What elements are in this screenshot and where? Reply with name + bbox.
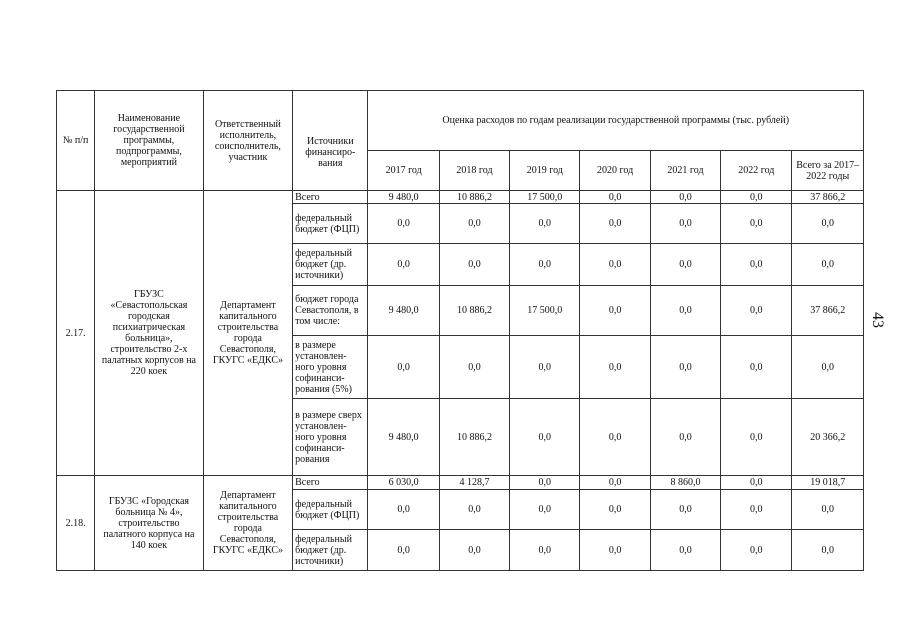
- section-number: 2.18.: [57, 476, 95, 571]
- value-cell: 0,0: [792, 204, 864, 244]
- year-2022: 2022 год: [721, 151, 792, 191]
- value-cell: 0,0: [792, 244, 864, 286]
- value-cell: 0,0: [721, 191, 792, 204]
- table-row: [57, 476, 864, 490]
- value-cell: 8 860,0: [650, 476, 720, 490]
- value-cell: 0,0: [439, 244, 509, 286]
- value-cell: 0,0: [510, 336, 580, 399]
- source-label: в размере сверх установлен-ного уровня софинанси-рования: [293, 399, 368, 476]
- value-cell: 20 366,2: [792, 399, 864, 476]
- header-responsible: Ответственный исполнитель, соисполнитель, участник: [203, 91, 292, 191]
- value-cell: 0,0: [650, 286, 720, 336]
- value-cell: 0,0: [580, 476, 650, 490]
- year-2020: 2020 год: [580, 151, 650, 191]
- value-cell: 0,0: [792, 530, 864, 571]
- value-cell: 0,0: [510, 244, 580, 286]
- header-sources: Источники финансиро-вания: [293, 91, 368, 191]
- year-2021: 2021 год: [650, 151, 720, 191]
- value-cell: 0,0: [721, 530, 792, 571]
- page-number: 43: [869, 312, 886, 328]
- budget-table: [56, 90, 864, 571]
- value-cell: 0,0: [510, 476, 580, 490]
- value-cell: 0,0: [580, 530, 650, 571]
- value-cell: 37 866,2: [792, 286, 864, 336]
- value-cell: 0,0: [368, 336, 439, 399]
- source-label: в размере установлен-ного уровня софинанси-рования (5%): [293, 336, 368, 399]
- value-cell: 0,0: [721, 286, 792, 336]
- year-2018: 2018 год: [439, 151, 509, 191]
- value-cell: 0,0: [580, 336, 650, 399]
- value-cell: 0,0: [721, 476, 792, 490]
- value-cell: 0,0: [439, 490, 509, 530]
- value-cell: 0,0: [721, 399, 792, 476]
- value-cell: 0,0: [721, 244, 792, 286]
- value-cell: 0,0: [580, 244, 650, 286]
- value-cell: 0,0: [580, 399, 650, 476]
- value-cell: 0,0: [650, 490, 720, 530]
- value-cell: 0,0: [580, 204, 650, 244]
- section-number: 2.17.: [57, 191, 95, 476]
- value-cell: 9 480,0: [368, 286, 439, 336]
- value-cell: 6 030,0: [368, 476, 439, 490]
- value-cell: 17 500,0: [510, 191, 580, 204]
- value-cell: 17 500,0: [510, 286, 580, 336]
- value-cell: 0,0: [439, 530, 509, 571]
- value-cell: 0,0: [721, 336, 792, 399]
- source-label: федеральный бюджет (ФЦП): [293, 204, 368, 244]
- value-cell: 10 886,2: [439, 286, 509, 336]
- value-cell: 19 018,7: [792, 476, 864, 490]
- value-cell: 0,0: [510, 204, 580, 244]
- year-2017: 2017 год: [368, 151, 439, 191]
- value-cell: 0,0: [721, 204, 792, 244]
- value-cell: 10 886,2: [439, 399, 509, 476]
- header-name: Наименование государственной программы, подпрограммы, мероприятий: [95, 91, 204, 191]
- section-responsible: Департамент капитального строительства города Севастополя, ГКУГС «ЕДКС»: [203, 476, 292, 571]
- header-num: № п/п: [57, 91, 95, 191]
- value-cell: 0,0: [510, 530, 580, 571]
- value-cell: 0,0: [580, 286, 650, 336]
- header-estimate: Оценка расходов по годам реализации государственной программы (тыс. рублей): [368, 91, 864, 151]
- section-name: ГБУЗС «Севастопольская городская психиатрическая больница», строительство 2-х палатных корпусов на 220 коек: [95, 191, 204, 476]
- header-row-1: [57, 91, 864, 151]
- value-cell: 0,0: [650, 244, 720, 286]
- value-cell: 0,0: [368, 530, 439, 571]
- source-label: бюджет города Севастополя, в том числе:: [293, 286, 368, 336]
- value-cell: 0,0: [368, 204, 439, 244]
- year-2019: 2019 год: [510, 151, 580, 191]
- source-label: федеральный бюджет (др. источники): [293, 530, 368, 571]
- value-cell: 0,0: [510, 399, 580, 476]
- value-cell: 0,0: [650, 336, 720, 399]
- value-cell: 0,0: [650, 191, 720, 204]
- source-label: Всего: [293, 476, 368, 490]
- source-label: Всего: [293, 191, 368, 204]
- value-cell: 0,0: [368, 490, 439, 530]
- value-cell: 4 128,7: [439, 476, 509, 490]
- value-cell: 0,0: [580, 191, 650, 204]
- value-cell: 37 866,2: [792, 191, 864, 204]
- value-cell: 0,0: [439, 204, 509, 244]
- value-cell: 0,0: [439, 336, 509, 399]
- value-cell: 9 480,0: [368, 399, 439, 476]
- source-label: федеральный бюджет (др. источники): [293, 244, 368, 286]
- value-cell: 0,0: [792, 490, 864, 530]
- value-cell: 10 886,2: [439, 191, 509, 204]
- value-cell: 0,0: [650, 530, 720, 571]
- value-cell: 0,0: [510, 490, 580, 530]
- value-cell: 0,0: [721, 490, 792, 530]
- section-name: ГБУЗС «Городская больница № 4», строительство палатного корпуса на 140 коек: [95, 476, 204, 571]
- value-cell: 0,0: [650, 399, 720, 476]
- value-cell: 0,0: [792, 336, 864, 399]
- value-cell: 0,0: [580, 490, 650, 530]
- source-label: федеральный бюджет (ФЦП): [293, 490, 368, 530]
- section-responsible: Департамент капитального строительства города Севастополя, ГКУГС «ЕДКС»: [203, 191, 292, 476]
- value-cell: 0,0: [650, 204, 720, 244]
- year-total: Всего за 2017–2022 годы: [792, 151, 864, 191]
- value-cell: 0,0: [368, 244, 439, 286]
- value-cell: 9 480,0: [368, 191, 439, 204]
- table-row: [57, 191, 864, 204]
